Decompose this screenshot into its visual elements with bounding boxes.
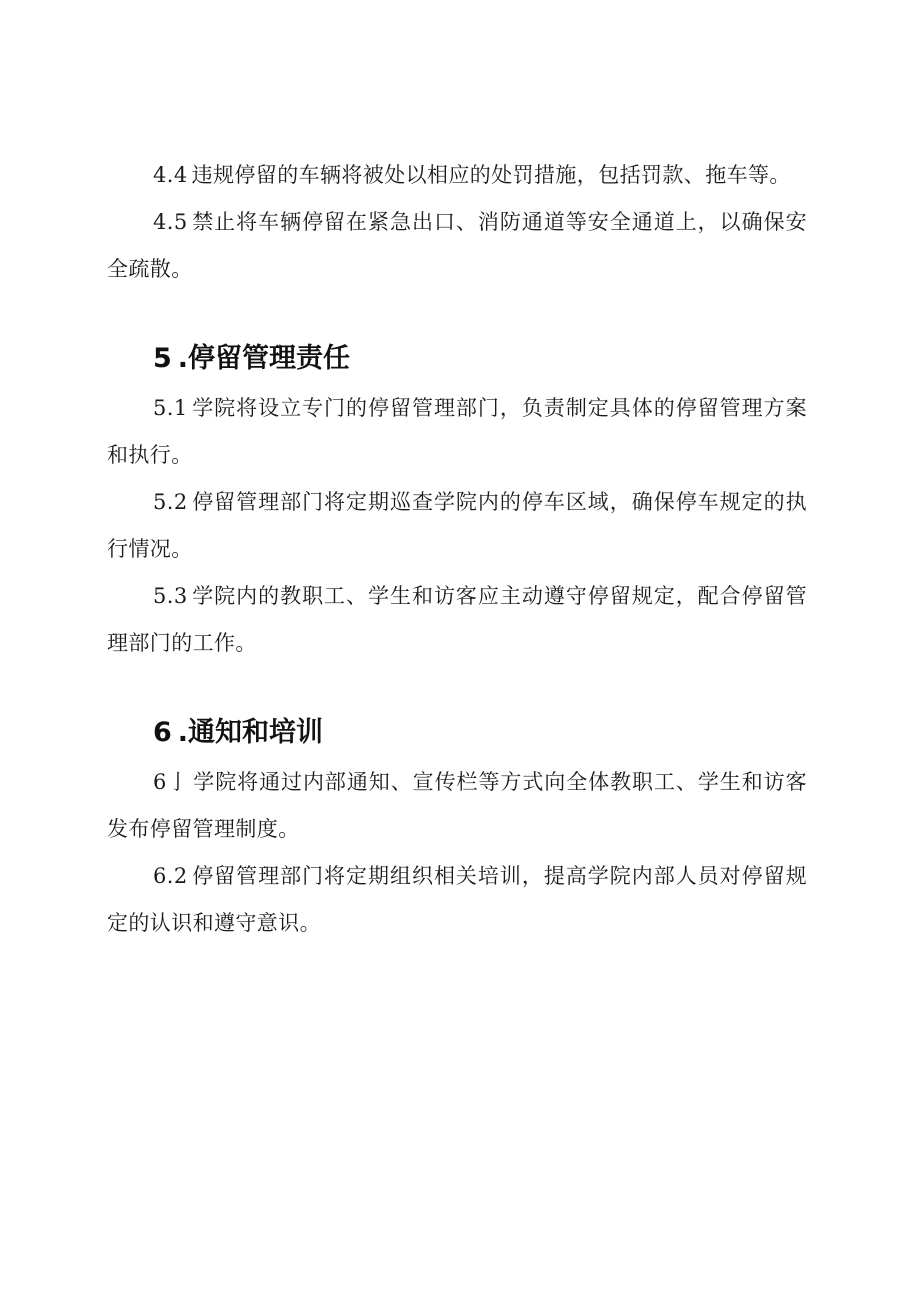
clause-5-2 <box>107 479 807 573</box>
spacer <box>107 667 807 713</box>
clause-text: 学院内的教职工、学生和访客应主动遵守停留规定，配合停留管理部门的工作。 <box>107 584 807 655</box>
section-number: 5 <box>153 343 172 374</box>
document-body <box>107 152 807 947</box>
section-number: 6 <box>153 717 172 748</box>
clause-text: 违规停留的车辆将被处以相应的处罚措施，包括罚款、拖车等。 <box>191 163 791 187</box>
clause-number: 6亅 <box>153 770 190 794</box>
clause-text: 停留管理部门将定期巡查学院内的停车区域，确保停车规定的执行情况。 <box>107 490 807 561</box>
clause-text: 禁止将车辆停留在紧急出口、消防通道等安全通道上，以确保安全疏散。 <box>107 210 807 281</box>
clause-number: 5.3 <box>153 584 188 608</box>
spacer <box>107 293 807 339</box>
clause-number: 4.5 <box>153 210 188 234</box>
clause-text: 学院将设立专门的停留管理部门，负责制定具体的停留管理方案和执行。 <box>107 396 807 467</box>
clause-text: 停留管理部门将定期组织相关培训，提高学院内部人员对停留规定的认识和遵守意识。 <box>107 864 807 935</box>
clause-5-1 <box>107 385 807 479</box>
section-5-heading <box>107 339 807 379</box>
clause-number: 6.2 <box>153 864 188 888</box>
clause-number: 5.2 <box>153 490 188 514</box>
clause-number: 4.4 <box>153 163 188 187</box>
clause-6-2 <box>107 853 807 947</box>
clause-text: 学院将通过内部通知、宣传栏等方式向全体教职工、学生和访客发布停留管理制度。 <box>107 770 807 841</box>
clause-6-1 <box>107 759 807 853</box>
section-title: .停留管理责任 <box>177 343 351 374</box>
clause-4-4 <box>107 152 807 199</box>
clause-number: 5.1 <box>153 396 188 420</box>
section-title: .通知和培训 <box>177 717 324 748</box>
section-6-heading <box>107 713 807 753</box>
clause-5-3 <box>107 573 807 667</box>
clause-4-5 <box>107 199 807 293</box>
